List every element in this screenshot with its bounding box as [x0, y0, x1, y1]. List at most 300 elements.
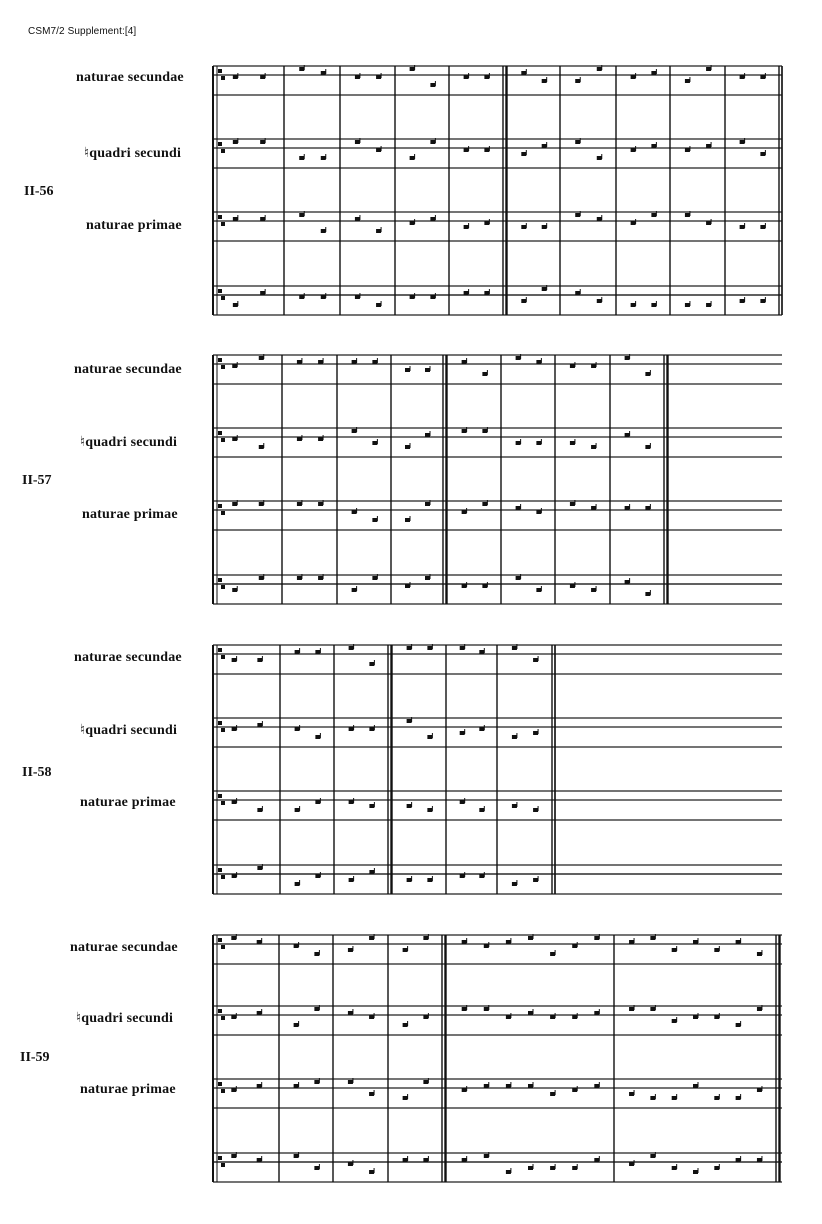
note-head	[482, 502, 487, 506]
note-head	[591, 588, 596, 592]
note-head	[629, 940, 634, 944]
note-head	[570, 364, 575, 368]
note-head	[423, 1158, 428, 1162]
voice-label: naturae primae	[80, 1082, 176, 1097]
note-head	[232, 874, 237, 878]
note-head	[462, 940, 467, 944]
clef-mark	[218, 578, 222, 582]
note-head	[672, 1096, 677, 1100]
note-head	[410, 156, 415, 160]
note-head	[405, 584, 410, 588]
note-head	[372, 518, 377, 522]
note-head	[403, 1158, 408, 1162]
note-head	[369, 727, 374, 731]
note-head	[314, 1007, 319, 1011]
clef-mark	[218, 69, 222, 73]
clef-mark	[218, 938, 222, 942]
note-head	[629, 1007, 634, 1011]
note-head	[299, 156, 304, 160]
note-head	[232, 727, 237, 731]
note-head	[464, 225, 469, 229]
note-head	[299, 213, 304, 217]
note-head	[740, 225, 745, 229]
note-head	[645, 445, 650, 449]
note-head	[533, 731, 538, 735]
voice-label: naturae secundae	[74, 650, 182, 665]
note-head	[294, 1084, 299, 1088]
clef-mark	[218, 142, 222, 146]
note-head	[536, 588, 541, 592]
note-head	[597, 217, 602, 221]
note-head	[233, 75, 238, 79]
note-head	[651, 303, 656, 307]
clef-mark	[221, 149, 225, 153]
note-head	[506, 1084, 511, 1088]
note-head	[506, 1170, 511, 1174]
clef-mark	[221, 1016, 225, 1020]
note-head	[318, 576, 323, 580]
note-head	[257, 658, 262, 662]
note-head	[403, 1023, 408, 1027]
note-head	[349, 646, 354, 650]
note-head	[352, 429, 357, 433]
note-head	[484, 944, 489, 948]
note-head	[348, 948, 353, 952]
note-head	[550, 1166, 555, 1170]
note-head	[232, 437, 237, 441]
note-head	[464, 75, 469, 79]
note-head	[462, 1007, 467, 1011]
clef-mark	[221, 222, 225, 226]
clef-mark	[218, 431, 222, 435]
note-head	[260, 140, 265, 144]
note-head	[570, 502, 575, 506]
note-head	[512, 804, 517, 808]
note-head	[650, 1096, 655, 1100]
clef-mark	[221, 875, 225, 879]
note-head	[736, 1096, 741, 1100]
note-head	[484, 291, 489, 295]
note-head	[542, 144, 547, 148]
note-head	[318, 437, 323, 441]
clef-mark	[221, 511, 225, 515]
voice-label: naturae secundae	[76, 70, 184, 85]
note-head	[462, 1158, 467, 1162]
note-head	[462, 584, 467, 588]
note-head	[315, 735, 320, 739]
note-head	[484, 1007, 489, 1011]
note-head	[314, 1166, 319, 1170]
note-head	[685, 303, 690, 307]
note-head	[410, 221, 415, 225]
note-head	[315, 800, 320, 804]
note-head	[403, 1096, 408, 1100]
note-head	[714, 1096, 719, 1100]
note-head	[484, 1154, 489, 1158]
note-head	[736, 940, 741, 944]
note-head	[631, 303, 636, 307]
note-head	[479, 727, 484, 731]
note-head	[479, 874, 484, 878]
note-head	[482, 372, 487, 376]
note-head	[232, 502, 237, 506]
note-head	[685, 148, 690, 152]
note-head	[757, 952, 762, 956]
note-head	[430, 295, 435, 299]
note-head	[528, 1011, 533, 1015]
note-head	[597, 156, 602, 160]
note-head	[259, 576, 264, 580]
note-head	[259, 502, 264, 506]
note-head	[591, 445, 596, 449]
note-head	[706, 144, 711, 148]
note-head	[464, 291, 469, 295]
note-head	[376, 148, 381, 152]
note-head	[736, 1023, 741, 1027]
note-head	[594, 1158, 599, 1162]
note-head	[594, 1084, 599, 1088]
note-head	[321, 71, 326, 75]
note-head	[462, 1088, 467, 1092]
note-head	[542, 79, 547, 83]
note-head	[516, 576, 521, 580]
note-head	[714, 1166, 719, 1170]
note-head	[757, 1007, 762, 1011]
note-head	[369, 936, 374, 940]
note-head	[314, 1080, 319, 1084]
note-head	[760, 225, 765, 229]
note-head	[352, 510, 357, 514]
note-head	[355, 217, 360, 221]
note-head	[650, 1154, 655, 1158]
note-head	[297, 360, 302, 364]
note-head	[297, 437, 302, 441]
note-head	[693, 1015, 698, 1019]
note-head	[516, 506, 521, 510]
note-head	[423, 1015, 428, 1019]
note-head	[318, 502, 323, 506]
clef-mark	[218, 721, 222, 725]
note-head	[479, 650, 484, 654]
note-head	[631, 148, 636, 152]
note-head	[233, 303, 238, 307]
note-head	[297, 502, 302, 506]
voice-label: naturae primae	[82, 507, 178, 522]
note-head	[575, 79, 580, 83]
note-head	[403, 948, 408, 952]
note-head	[757, 1088, 762, 1092]
clef-mark	[221, 438, 225, 442]
clef-mark	[218, 1009, 222, 1013]
note-head	[550, 1092, 555, 1096]
note-head	[740, 299, 745, 303]
note-head	[352, 360, 357, 364]
note-head	[484, 221, 489, 225]
note-head	[594, 936, 599, 940]
clef-mark	[221, 1163, 225, 1167]
note-head	[542, 225, 547, 229]
voice-label: naturae primae	[86, 218, 182, 233]
note-head	[355, 75, 360, 79]
page-header: CSM7/2 Supplement:[4]	[28, 26, 137, 37]
note-head	[355, 140, 360, 144]
note-head	[425, 502, 430, 506]
voice-label: naturae primae	[80, 795, 176, 810]
note-head	[693, 940, 698, 944]
note-head	[321, 229, 326, 233]
note-head	[259, 356, 264, 360]
note-head	[425, 368, 430, 372]
note-head	[372, 576, 377, 580]
note-head	[260, 217, 265, 221]
note-head	[651, 144, 656, 148]
note-head	[693, 1170, 698, 1174]
note-head	[714, 1015, 719, 1019]
clef-mark	[218, 215, 222, 219]
note-head	[259, 445, 264, 449]
voice-label: ♮quadri secundi	[84, 146, 182, 161]
note-head	[536, 360, 541, 364]
note-head	[315, 650, 320, 654]
note-head	[516, 441, 521, 445]
note-head	[672, 948, 677, 952]
clef-mark	[221, 1089, 225, 1093]
note-head	[405, 518, 410, 522]
note-head	[685, 213, 690, 217]
note-head	[521, 299, 526, 303]
note-head	[714, 948, 719, 952]
note-head	[232, 658, 237, 662]
note-head	[425, 433, 430, 437]
note-head	[757, 1158, 762, 1162]
voice-label: naturae secundae	[70, 940, 178, 955]
note-head	[257, 1158, 262, 1162]
note-head	[349, 800, 354, 804]
note-head	[232, 800, 237, 804]
note-head	[231, 1154, 236, 1158]
voice-label: naturae secundae	[74, 362, 182, 377]
note-head	[425, 576, 430, 580]
note-head	[516, 356, 521, 360]
note-head	[369, 1015, 374, 1019]
note-head	[570, 584, 575, 588]
note-head	[369, 870, 374, 874]
note-head	[685, 79, 690, 83]
note-head	[427, 735, 432, 739]
note-head	[372, 441, 377, 445]
note-head	[405, 445, 410, 449]
note-head	[407, 719, 412, 723]
note-head	[506, 1015, 511, 1019]
note-head	[260, 75, 265, 79]
note-head	[427, 878, 432, 882]
note-head	[597, 299, 602, 303]
note-head	[295, 650, 300, 654]
note-head	[629, 1092, 634, 1096]
note-head	[460, 731, 465, 735]
system-number: II-59	[20, 1050, 50, 1065]
note-head	[376, 303, 381, 307]
note-head	[231, 1088, 236, 1092]
note-head	[629, 1162, 634, 1166]
note-head	[570, 441, 575, 445]
note-head	[423, 936, 428, 940]
note-head	[423, 1080, 428, 1084]
note-head	[760, 152, 765, 156]
note-head	[369, 662, 374, 666]
note-head	[407, 646, 412, 650]
note-head	[430, 140, 435, 144]
clef-mark	[218, 648, 222, 652]
clef-mark	[221, 945, 225, 949]
note-head	[464, 148, 469, 152]
note-head	[232, 588, 237, 592]
note-head	[591, 506, 596, 510]
clef-mark	[218, 289, 222, 293]
note-head	[533, 808, 538, 812]
note-head	[369, 1170, 374, 1174]
note-head	[460, 800, 465, 804]
note-head	[533, 878, 538, 882]
note-head	[321, 295, 326, 299]
note-head	[512, 882, 517, 886]
note-head	[257, 940, 262, 944]
note-head	[233, 140, 238, 144]
note-head	[706, 303, 711, 307]
note-head	[625, 433, 630, 437]
note-head	[650, 1007, 655, 1011]
clef-mark	[221, 365, 225, 369]
note-head	[645, 592, 650, 596]
note-head	[536, 441, 541, 445]
note-head	[376, 75, 381, 79]
clef-mark	[218, 1156, 222, 1160]
note-head	[231, 936, 236, 940]
note-head	[294, 1023, 299, 1027]
note-head	[427, 646, 432, 650]
note-head	[760, 75, 765, 79]
note-head	[594, 1011, 599, 1015]
note-head	[625, 580, 630, 584]
clef-mark	[218, 504, 222, 508]
note-head	[706, 67, 711, 71]
note-head	[257, 1084, 262, 1088]
note-head	[521, 71, 526, 75]
note-head	[349, 878, 354, 882]
note-head	[651, 213, 656, 217]
note-head	[645, 506, 650, 510]
note-head	[550, 1015, 555, 1019]
note-head	[536, 510, 541, 514]
note-head	[740, 75, 745, 79]
note-head	[462, 360, 467, 364]
note-head	[462, 510, 467, 514]
note-head	[706, 221, 711, 225]
note-head	[233, 217, 238, 221]
note-head	[484, 148, 489, 152]
clef-mark	[221, 655, 225, 659]
clef-mark	[221, 296, 225, 300]
clef-mark	[221, 76, 225, 80]
note-head	[521, 152, 526, 156]
note-head	[484, 1084, 489, 1088]
note-head	[462, 429, 467, 433]
system-number: II-56	[24, 184, 54, 199]
note-head	[575, 140, 580, 144]
note-head	[297, 576, 302, 580]
clef-mark	[221, 585, 225, 589]
note-head	[299, 67, 304, 71]
note-head	[575, 213, 580, 217]
note-head	[506, 940, 511, 944]
note-head	[693, 1084, 698, 1088]
note-head	[407, 878, 412, 882]
note-head	[257, 808, 262, 812]
note-head	[625, 356, 630, 360]
note-head	[231, 1015, 236, 1019]
note-head	[482, 584, 487, 588]
clef-mark	[218, 794, 222, 798]
note-head	[760, 299, 765, 303]
note-head	[295, 882, 300, 886]
system-number: II-58	[22, 765, 52, 780]
note-head	[542, 287, 547, 291]
clef-mark	[218, 868, 222, 872]
note-head	[736, 1158, 741, 1162]
note-head	[631, 221, 636, 225]
note-head	[232, 364, 237, 368]
note-head	[672, 1166, 677, 1170]
note-head	[314, 952, 319, 956]
note-head	[295, 808, 300, 812]
note-head	[318, 360, 323, 364]
voice-label: ♮quadri secundi	[80, 723, 178, 738]
note-head	[597, 67, 602, 71]
note-head	[405, 368, 410, 372]
note-head	[651, 71, 656, 75]
note-head	[482, 429, 487, 433]
note-head	[407, 804, 412, 808]
note-head	[430, 83, 435, 87]
note-head	[533, 658, 538, 662]
voice-label: ♮quadri secundi	[76, 1011, 174, 1026]
note-head	[355, 295, 360, 299]
note-head	[352, 588, 357, 592]
note-head	[372, 360, 377, 364]
note-head	[430, 217, 435, 221]
note-head	[427, 808, 432, 812]
clef-mark	[218, 1082, 222, 1086]
note-head	[528, 1166, 533, 1170]
note-head	[257, 866, 262, 870]
note-head	[528, 1084, 533, 1088]
note-head	[479, 808, 484, 812]
note-head	[740, 140, 745, 144]
note-head	[575, 291, 580, 295]
note-head	[625, 506, 630, 510]
note-head	[572, 1015, 577, 1019]
note-head	[528, 936, 533, 940]
note-head	[591, 364, 596, 368]
note-head	[512, 735, 517, 739]
note-head	[369, 804, 374, 808]
note-head	[572, 1166, 577, 1170]
clef-mark	[218, 358, 222, 362]
note-head	[376, 229, 381, 233]
note-head	[521, 225, 526, 229]
note-head	[631, 75, 636, 79]
note-head	[299, 295, 304, 299]
